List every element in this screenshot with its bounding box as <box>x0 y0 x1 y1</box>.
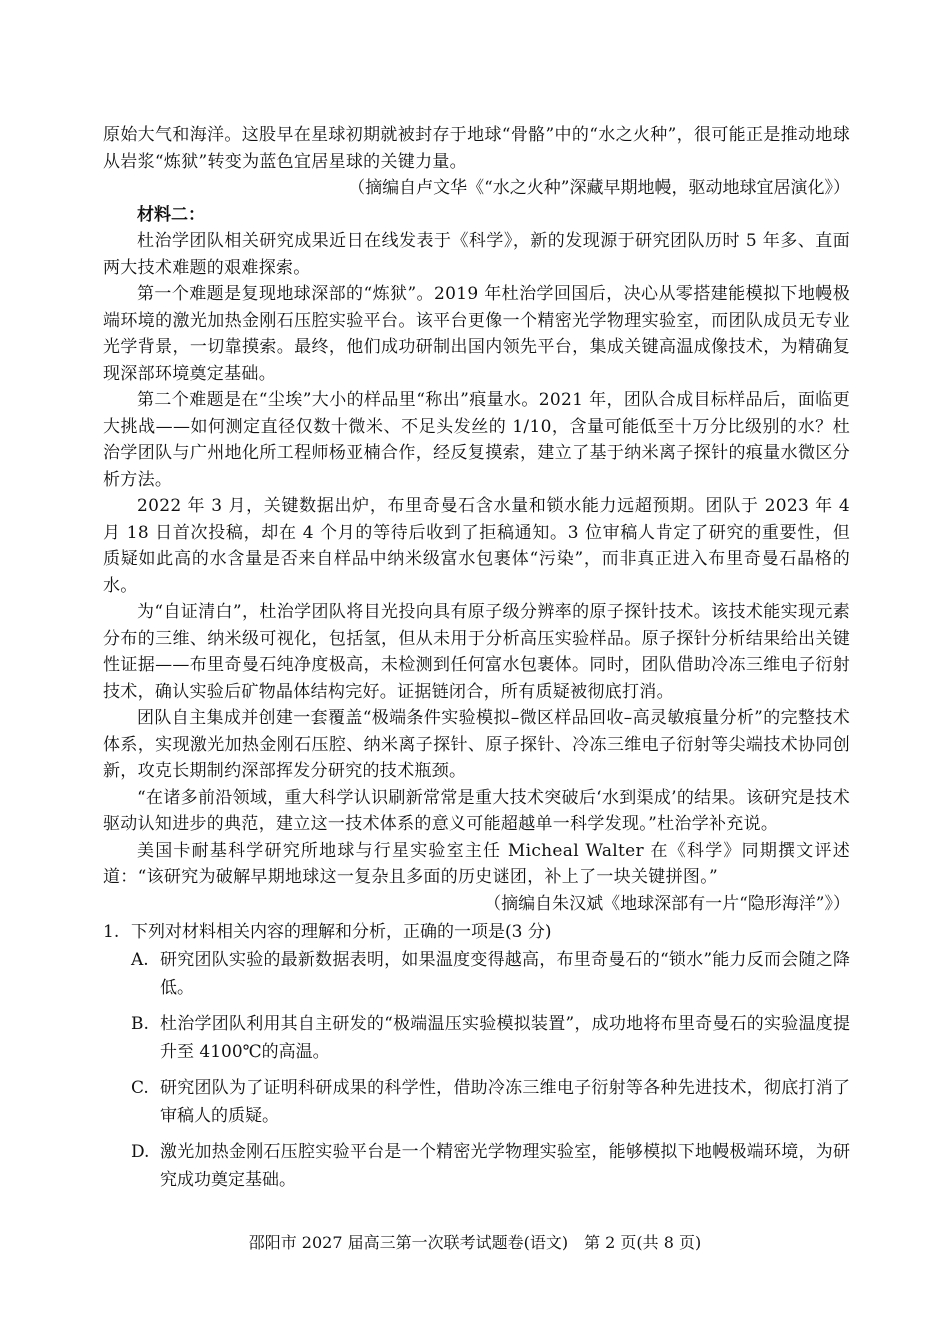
material2-source: （摘编自朱汉斌《地球深部有一片“隐形海洋”》） <box>484 893 850 914</box>
option-label: A. <box>131 949 149 970</box>
material2-paragraph: 2022 年 3 月，关键数据出炉，布里奇曼石含水量和锁水能力远超预期。团队于 2023 年 4 月 18 日首次投稿，却在 4 个月的等待后收到了拒稿通知。3 位审稿人肯定了研究的重要性，但质疑如此高的水含量是否来自样品中纳米级富水包裹体“污染”，而非真正进入布里奇曼石晶格的水。 <box>103 496 850 596</box>
material2-paragraph: 第一个难题是复现地球深部的“炼狱”。2019 年杜治学回国后，决心从零搭建能模拟下地幔极端环境的激光加热金刚石压腔实验平台。该平台更像一个精密光学物理实验室，而团队成员无专业光学背景，一切靠摸索。最终，他们成功研制出国内领先平台，集成关键高温成像技术，为精确复现深部环境奠定基础。 <box>103 284 850 384</box>
material2-paragraph: 杜治学团队相关研究成果近日在线发表于《科学》，新的发现源于研究团队历时 5 年多、直面两大技术难题的艰难探索。 <box>103 231 850 278</box>
question-stem: 下列对材料相关内容的理解和分析，正确的一项是(3 分) <box>131 922 552 942</box>
material2-heading: 材料二： <box>137 204 205 225</box>
option-c <box>103 1074 850 1130</box>
material2-paragraph: 为“自证清白”，杜治学团队将目光投向具有原子级分辨率的原子探针技术。该技术能实现元素分布的三维、纳米级可视化，包括氢，但从未用于分析高压实验样品。原子探针分析结果给出关键性证据——布里奇曼石纯净度极高，未检测到任何富水包裹体。同时，团队借助冷冻三维电子衍射技术，确认实验后矿物晶体结构完好。证据链闭合，所有质疑被彻底打消。 <box>103 602 850 702</box>
option-text: 研究团队为了证明科研成果的科学性，借助冷冻三维电子衍射等各种先进技术，彻底打消了审稿人的质疑。 <box>160 1077 850 1126</box>
page-footer: 邵阳市 2027 届高三第一次联考试题卷(语文) 第 2 页(共 8 页) <box>248 1233 702 1252</box>
material2-paragraph: 美国卡耐基科学研究所地球与行星实验室主任 Micheal Walter 在《科学》同期撰文评述道：“该研究为破解早期地球这一复杂且多面的历史谜团，补上了一块关键拼图。” <box>103 840 850 887</box>
question-number: 1. <box>103 922 120 942</box>
page-content <box>103 122 850 1202</box>
material1-source: （摘编自卢文华《“水之火种”深藏早期地幔，驱动地球宜居演化》） <box>348 178 850 198</box>
option-label: D. <box>131 1141 150 1162</box>
option-text: 杜治学团队利用其自主研发的“极端温压实验模拟装置”，成功地将布里奇曼石的实验温度提升至 4100℃的高温。 <box>160 1013 850 1062</box>
option-d <box>103 1138 850 1194</box>
material2-paragraph: 第二个难题是在“尘埃”大小的样品里“称出”痕量水。2021 年，团队合成目标样品后，面临更大挑战——如何测定直径仅数十微米、不足头发丝的 1/10，含量可能低至十万分比级别的水？杜治学团队与广州地化所工程师杨亚楠合作，经反复摸索，建立了基于纳米离子探针的痕量水微区分析方法。 <box>103 390 850 490</box>
option-a <box>103 946 850 1002</box>
question-1 <box>103 919 850 946</box>
material2-paragraph: 团队自主集成并创建一套覆盖“极端条件实验模拟–微区样品回收–高灵敏痕量分析”的完整技术体系，实现激光加热金刚石压腔、纳米离子探针、原子探针、冷冻三维电子衍射等尖端技术协同创新，攻克长期制约深部挥发分研究的技术瓶颈。 <box>103 708 850 781</box>
option-text: 激光加热金刚石压腔实验平台是一个精密光学物理实验室，能够模拟下地幔极端环境，为研究成功奠定基础。 <box>160 1141 850 1190</box>
option-text: 研究团队实验的最新数据表明，如果温度变得越高，布里奇曼石的“锁水”能力反而会随之降低。 <box>160 949 850 998</box>
option-label: B. <box>131 1013 149 1034</box>
material2-paragraph: “在诸多前沿领域，重大科学认识刷新常常是重大技术突破后‘水到渠成’的结果。该研究是技术驱动认知进步的典范，建立这一技术体系的意义可能超越单一科学发现。”杜治学补充说。 <box>103 787 850 834</box>
option-label: C. <box>131 1077 149 1098</box>
material1-paragraph-end: 原始大气和海洋。这股早在星球初期就被封存于地球“骨骼”中的“水之火种”，很可能正是推动地球从岩浆“炼狱”转变为蓝色宜居星球的关键力量。 <box>103 125 850 172</box>
option-b <box>103 1010 850 1066</box>
